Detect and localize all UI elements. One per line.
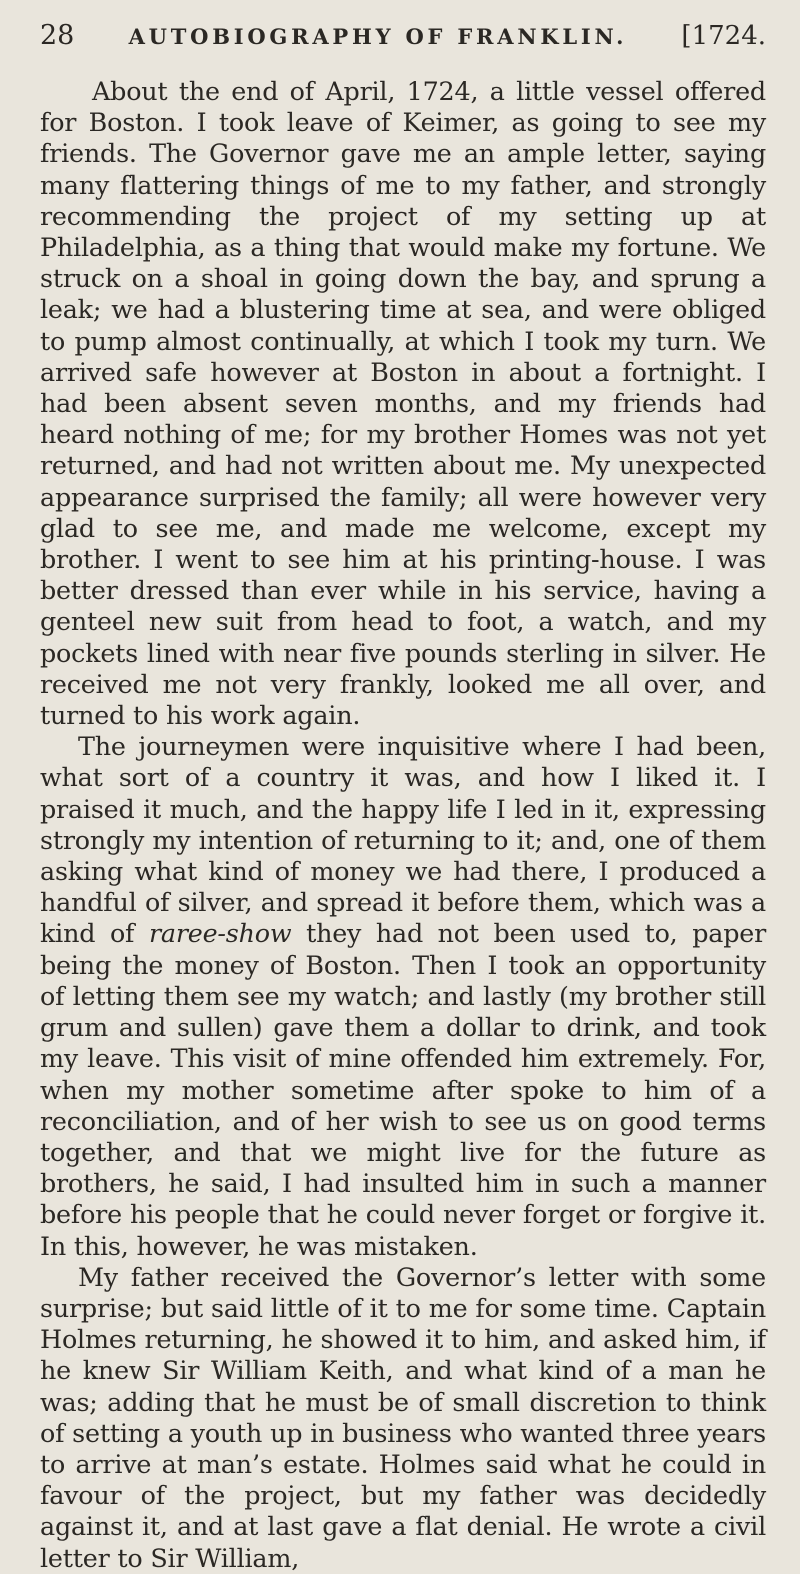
paragraph-3-text: My father received the Governor’s letter with some surprise; but said little of it to me for some time. Captain Holmes returning, he showed it to him, and asked him, if he knew Sir William Keith, and what kind of a man he was; adding that he must be of small discretion to think of setting a youth up in business who wanted three years to arrive at man’s estate. Holmes said what he could in favour of the project, but my father was decidedly against it, and at last gave a flat denial. He wrote a civil letter to Sir William, — [40, 1261, 766, 1573]
paragraph-2 — [40, 731, 766, 1261]
paragraph-2-text-before: The journeymen were inquisitive where I had been, what sort of a country it was, and how I liked it. I praised it much, and the happy life I led in it, expressing strongly my intention of returning to it; and, one of them asking what kind of money we had there, I produced a handful of silver, and spread it before them, which was a kind of — [40, 731, 766, 949]
page-number: 28 — [40, 20, 75, 51]
header-year: [1724. — [681, 21, 766, 51]
raree-show-italic: raree-show — [148, 918, 292, 949]
paragraph-2-text-after: they had not been used to, paper being the money of Boston. Then I took an opportunity of letting them see my watch; and lastly (my brother still grum and sullen) gave them a dollar to drink, and took my leave. This visit of mine offended him extremely. For, when my mother sometime after spoke to him of a reconciliation, and of her wish to see us on good terms together, and that we might live for the future as brothers, he said, I had insulted him in such a manner before his people that he could never forget or forgive it. In this, however, he was mistaken. — [40, 918, 767, 1261]
paragraph-3 — [40, 1262, 766, 1574]
running-head — [40, 20, 766, 76]
header-title: AUTOBIOGRAPHY OF FRANKLIN. — [128, 24, 628, 49]
paragraph-1-text: About the end of April, 1724, a little vessel offered for Boston. I took leave of Keimer, as going to see my friends. The Governor gave me an ample letter, saying many flattering things of me to my father, and strongly recommending the project of my setting up at Philadelphia, as a thing that would make my fortune. We struck on a shoal in going down the bay, and sprung a leak; we had a blustering time at sea, and were obliged to pump almost continually, at which I took my turn. We arrived safe however at Boston in about a fortnight. I had been absent seven months, and my friends had heard nothing of me; for my brother Homes was not yet returned, and had not written about me. My unexpected appearance surprised the family; all were however very glad to see me, and made me welcome, except my brother. I went to see him at his printing-house. I was better dressed than ever while in his service, having a genteel new suit from head to foot, a watch, and my pockets lined with near five pounds sterling in silver. He received me not very frankly, looked me all over, and turned to his work again. — [40, 76, 766, 731]
paragraph-1 — [40, 76, 766, 731]
body-text — [40, 76, 766, 1574]
